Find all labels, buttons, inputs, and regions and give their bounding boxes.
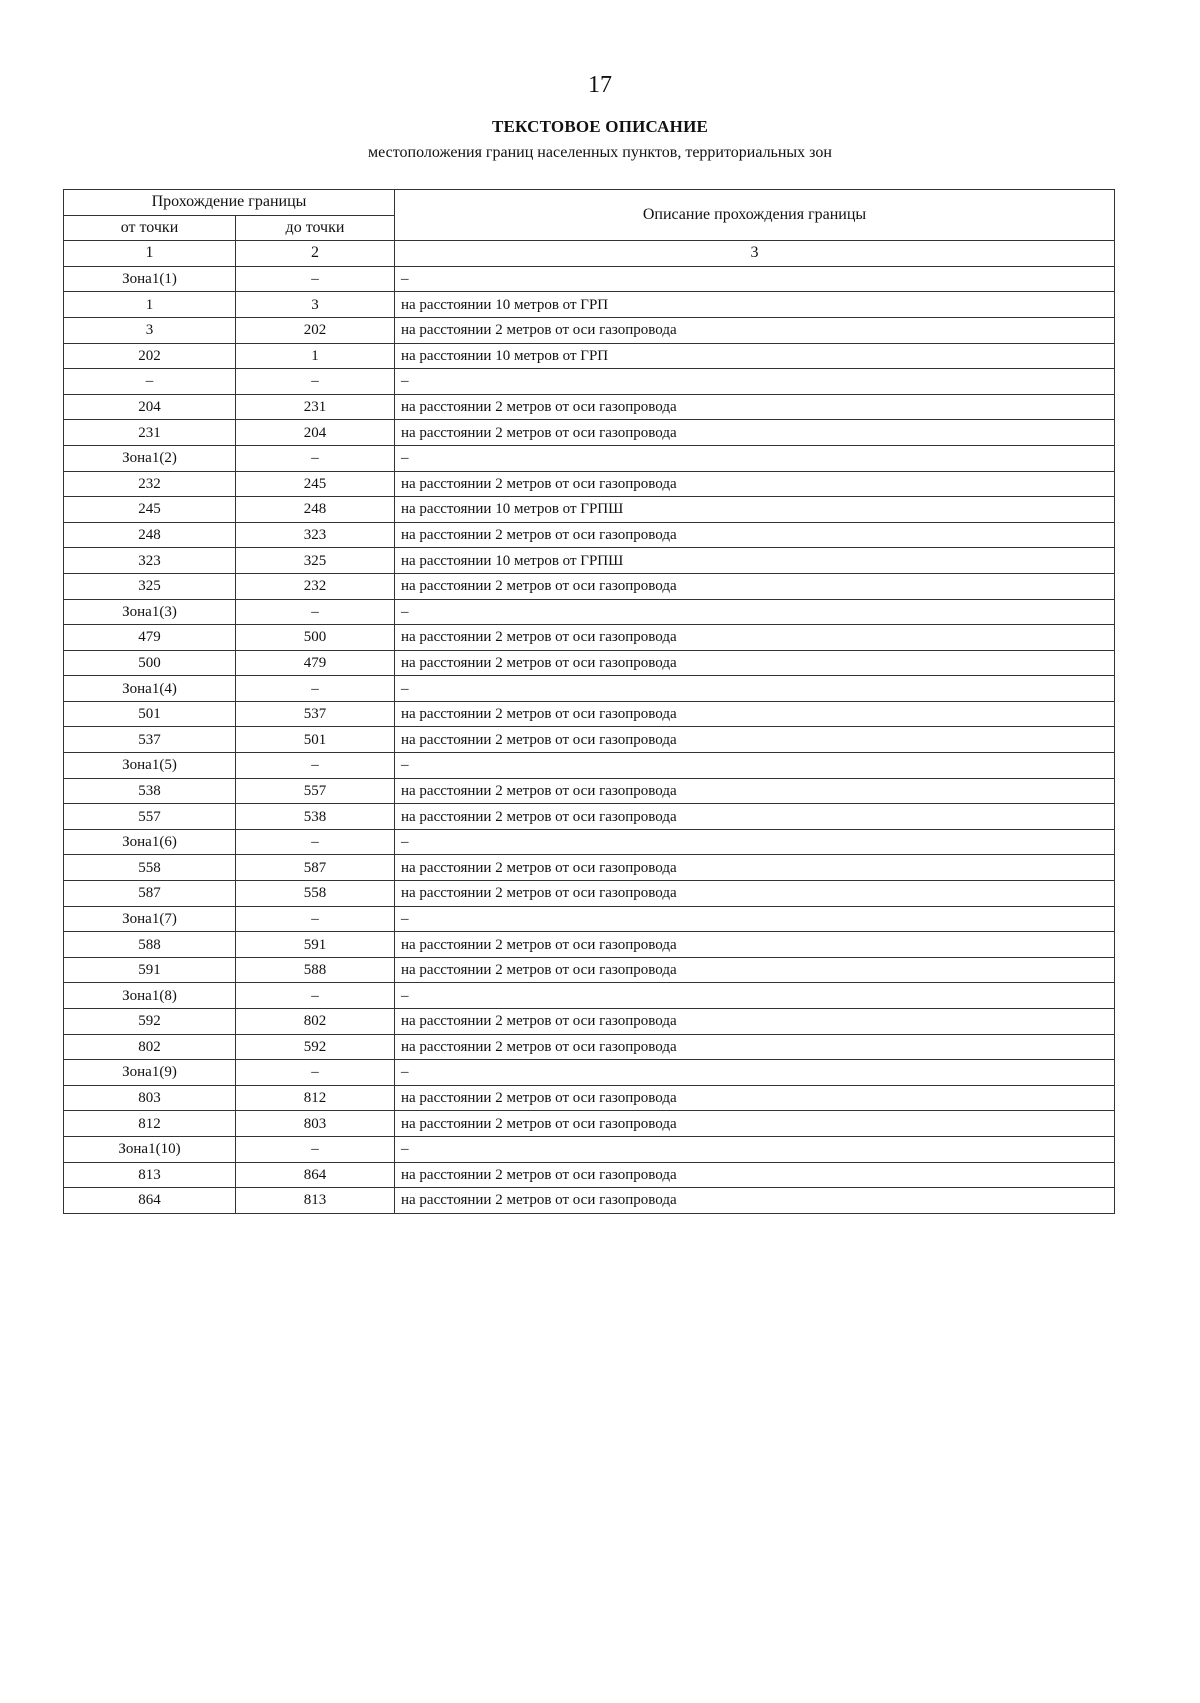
cell-to-point: – <box>236 753 395 779</box>
cell-description: на расстоянии 2 метров от оси газопровода <box>395 727 1115 753</box>
cell-description: на расстоянии 2 метров от оси газопровода <box>395 573 1115 599</box>
page-number: 17 <box>588 72 612 98</box>
cell-to-point: 204 <box>236 420 395 446</box>
cell-to-point: 479 <box>236 650 395 676</box>
cell-from-point: 3 <box>64 317 236 343</box>
table-row <box>64 881 1115 907</box>
table-row <box>64 471 1115 497</box>
cell-description: на расстоянии 2 метров от оси газопровода <box>395 932 1115 958</box>
cell-from-point: 538 <box>64 778 236 804</box>
cell-to-point: 202 <box>236 317 395 343</box>
cell-description: на расстоянии 2 метров от оси газопровода <box>395 881 1115 907</box>
cell-to-point: 588 <box>236 957 395 983</box>
cell-from-point: 813 <box>64 1162 236 1188</box>
cell-description: на расстоянии 2 метров от оси газопровода <box>395 1085 1115 1111</box>
cell-description: на расстоянии 2 метров от оси газопровода <box>395 804 1115 830</box>
cell-description: – <box>395 445 1115 471</box>
table-row <box>64 906 1115 932</box>
table-row <box>64 266 1115 292</box>
cell-description: на расстоянии 2 метров от оси газопровода <box>395 650 1115 676</box>
cell-to-point: 323 <box>236 522 395 548</box>
cell-from-point: 587 <box>64 881 236 907</box>
table-row <box>64 778 1115 804</box>
header-column-number-2: 2 <box>236 241 395 267</box>
cell-to-point: – <box>236 266 395 292</box>
header-column-number-1: 1 <box>64 241 236 267</box>
cell-from-point: 501 <box>64 701 236 727</box>
cell-from-point: Зона1(6) <box>64 829 236 855</box>
table-row <box>64 855 1115 881</box>
cell-to-point: 558 <box>236 881 395 907</box>
cell-to-point: 231 <box>236 394 395 420</box>
table-row <box>64 625 1115 651</box>
cell-from-point: Зона1(4) <box>64 676 236 702</box>
cell-description: – <box>395 676 1115 702</box>
cell-from-point: 557 <box>64 804 236 830</box>
cell-from-point: 232 <box>64 471 236 497</box>
cell-description: на расстоянии 2 метров от оси газопровода <box>395 1188 1115 1214</box>
cell-to-point: – <box>236 983 395 1009</box>
cell-from-point: Зона1(1) <box>64 266 236 292</box>
cell-description: на расстоянии 2 метров от оси газопровода <box>395 1162 1115 1188</box>
table-row <box>64 420 1115 446</box>
cell-to-point: – <box>236 445 395 471</box>
header-from-point: от точки <box>64 215 236 241</box>
header-description: Описание прохождения границы <box>395 190 1115 241</box>
cell-from-point: Зона1(10) <box>64 1136 236 1162</box>
cell-description: на расстоянии 2 метров от оси газопровода <box>395 471 1115 497</box>
header-column-number-3: 3 <box>395 241 1115 267</box>
cell-from-point: Зона1(3) <box>64 599 236 625</box>
table-row <box>64 701 1115 727</box>
cell-description: – <box>395 1136 1115 1162</box>
table-row <box>64 1085 1115 1111</box>
cell-description: на расстоянии 2 метров от оси газопровода <box>395 420 1115 446</box>
boundary-description-table <box>63 189 1115 1214</box>
cell-from-point: 500 <box>64 650 236 676</box>
cell-to-point: 812 <box>236 1085 395 1111</box>
cell-description: – <box>395 266 1115 292</box>
table-row <box>64 804 1115 830</box>
cell-from-point: 588 <box>64 932 236 958</box>
cell-description: – <box>395 983 1115 1009</box>
cell-to-point: 557 <box>236 778 395 804</box>
table-body <box>64 266 1115 1213</box>
cell-description: – <box>395 753 1115 779</box>
cell-to-point: 500 <box>236 625 395 651</box>
cell-to-point: 813 <box>236 1188 395 1214</box>
cell-from-point: Зона1(7) <box>64 906 236 932</box>
table-row <box>64 727 1115 753</box>
cell-description: на расстоянии 2 метров от оси газопровода <box>395 778 1115 804</box>
cell-to-point: – <box>236 1060 395 1086</box>
cell-description: на расстоянии 2 метров от оси газопровода <box>395 855 1115 881</box>
cell-description: на расстоянии 10 метров от ГРП <box>395 292 1115 318</box>
cell-description: – <box>395 599 1115 625</box>
cell-to-point: – <box>236 829 395 855</box>
cell-description: на расстоянии 2 метров от оси газопровода <box>395 1111 1115 1137</box>
cell-from-point: 592 <box>64 1009 236 1035</box>
cell-description: – <box>395 1060 1115 1086</box>
table-row <box>64 1188 1115 1214</box>
cell-to-point: – <box>236 676 395 702</box>
table-row <box>64 1162 1115 1188</box>
cell-from-point: Зона1(2) <box>64 445 236 471</box>
table-row <box>64 497 1115 523</box>
cell-from-point: 202 <box>64 343 236 369</box>
table-row <box>64 957 1115 983</box>
cell-to-point: 591 <box>236 932 395 958</box>
table-row <box>64 394 1115 420</box>
cell-description: на расстоянии 2 метров от оси газопровода <box>395 701 1115 727</box>
cell-to-point: 537 <box>236 701 395 727</box>
cell-from-point: – <box>64 369 236 395</box>
cell-from-point: 323 <box>64 548 236 574</box>
cell-description: на расстоянии 2 метров от оси газопровода <box>395 625 1115 651</box>
cell-from-point: 802 <box>64 1034 236 1060</box>
table-row <box>64 445 1115 471</box>
cell-from-point: 537 <box>64 727 236 753</box>
table-row <box>64 573 1115 599</box>
cell-from-point: Зона1(5) <box>64 753 236 779</box>
table-row <box>64 983 1115 1009</box>
cell-description: – <box>395 369 1115 395</box>
cell-description: на расстоянии 2 метров от оси газопровода <box>395 1009 1115 1035</box>
cell-to-point: 325 <box>236 548 395 574</box>
cell-to-point: – <box>236 599 395 625</box>
cell-to-point: 592 <box>236 1034 395 1060</box>
table-row <box>64 676 1115 702</box>
cell-description: на расстоянии 10 метров от ГРПШ <box>395 548 1115 574</box>
document-subtitle: местоположения границ населенных пунктов, территориальных зон <box>368 144 832 161</box>
cell-description: на расстоянии 10 метров от ГРПШ <box>395 497 1115 523</box>
table-row <box>64 1060 1115 1086</box>
cell-from-point: 812 <box>64 1111 236 1137</box>
cell-from-point: 1 <box>64 292 236 318</box>
table-row <box>64 317 1115 343</box>
cell-to-point: – <box>236 369 395 395</box>
cell-to-point: – <box>236 906 395 932</box>
cell-from-point: 591 <box>64 957 236 983</box>
cell-description: на расстоянии 10 метров от ГРП <box>395 343 1115 369</box>
cell-from-point: 245 <box>64 497 236 523</box>
cell-from-point: 231 <box>64 420 236 446</box>
table-row <box>64 650 1115 676</box>
cell-to-point: 248 <box>236 497 395 523</box>
cell-to-point: 3 <box>236 292 395 318</box>
cell-from-point: 479 <box>64 625 236 651</box>
table-row <box>64 369 1115 395</box>
cell-description: на расстоянии 2 метров от оси газопровода <box>395 394 1115 420</box>
table-row <box>64 522 1115 548</box>
table-row <box>64 292 1115 318</box>
cell-to-point: 864 <box>236 1162 395 1188</box>
cell-to-point: 587 <box>236 855 395 881</box>
document-title: ТЕКСТОВОЕ ОПИСАНИЕ <box>491 117 709 136</box>
cell-to-point: 538 <box>236 804 395 830</box>
cell-to-point: 232 <box>236 573 395 599</box>
cell-to-point: 245 <box>236 471 395 497</box>
table-row <box>64 1136 1115 1162</box>
header-boundary-passage: Прохождение границы <box>64 190 395 216</box>
cell-from-point: 558 <box>64 855 236 881</box>
table-row <box>64 1111 1115 1137</box>
table-row <box>64 932 1115 958</box>
cell-to-point: – <box>236 1136 395 1162</box>
table-row <box>64 1034 1115 1060</box>
table-row <box>64 548 1115 574</box>
cell-description: на расстоянии 2 метров от оси газопровода <box>395 1034 1115 1060</box>
table-row <box>64 599 1115 625</box>
cell-from-point: 803 <box>64 1085 236 1111</box>
cell-to-point: 803 <box>236 1111 395 1137</box>
cell-from-point: Зона1(8) <box>64 983 236 1009</box>
cell-from-point: 204 <box>64 394 236 420</box>
cell-description: – <box>395 829 1115 855</box>
cell-description: на расстоянии 2 метров от оси газопровода <box>395 317 1115 343</box>
header-to-point: до точки <box>236 215 395 241</box>
cell-from-point: 325 <box>64 573 236 599</box>
cell-from-point: 248 <box>64 522 236 548</box>
table-row <box>64 343 1115 369</box>
cell-to-point: 501 <box>236 727 395 753</box>
cell-from-point: 864 <box>64 1188 236 1214</box>
table-row <box>64 753 1115 779</box>
cell-description: – <box>395 906 1115 932</box>
table-row <box>64 1009 1115 1035</box>
cell-description: на расстоянии 2 метров от оси газопровода <box>395 522 1115 548</box>
cell-to-point: 1 <box>236 343 395 369</box>
cell-description: на расстоянии 2 метров от оси газопровода <box>395 957 1115 983</box>
cell-to-point: 802 <box>236 1009 395 1035</box>
cell-from-point: Зона1(9) <box>64 1060 236 1086</box>
table-row <box>64 829 1115 855</box>
